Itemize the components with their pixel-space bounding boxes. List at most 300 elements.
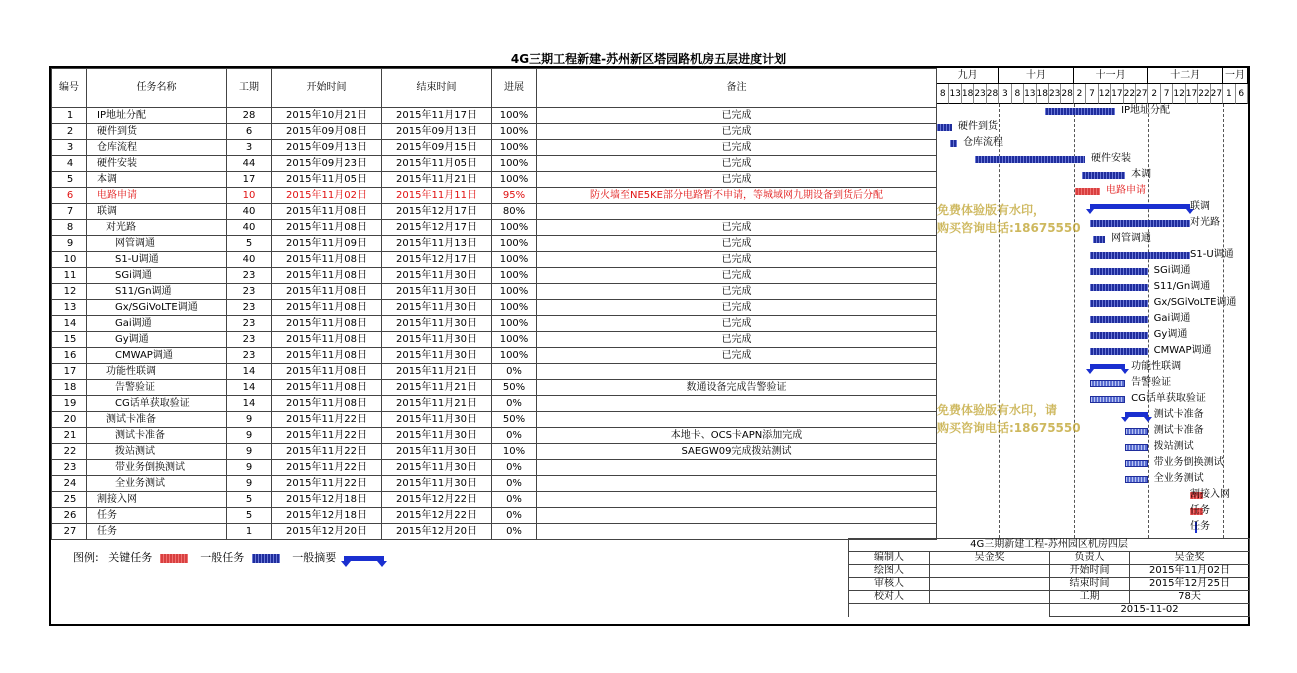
task-duration-cell[interactable]: 5 (227, 508, 272, 524)
table-row[interactable] (52, 316, 937, 332)
table-row[interactable] (52, 220, 937, 236)
task-id-cell[interactable]: 10 (52, 252, 87, 268)
gantt-day-header: 18 (962, 84, 974, 104)
task-end-cell[interactable]: 2015年11月30日 (382, 460, 492, 476)
task-name-cell[interactable]: 测试卡准备 (87, 428, 227, 444)
gantt-bar-label: 带业务倒换测试 (1153, 457, 1224, 468)
gantt-bar[interactable] (1090, 364, 1125, 369)
task-id-cell[interactable]: 27 (52, 524, 87, 540)
task-duration-cell[interactable]: 5 (227, 236, 272, 252)
task-id-cell[interactable]: 20 (52, 412, 87, 428)
task-progress-cell[interactable]: 100% (492, 332, 537, 348)
task-start-cell[interactable]: 2015年11月05日 (272, 172, 382, 188)
table-row[interactable] (52, 396, 937, 412)
task-start-cell[interactable]: 2015年11月08日 (272, 252, 382, 268)
task-start-cell[interactable]: 2015年11月08日 (272, 316, 382, 332)
signoff-value[interactable]: 78天 (1130, 591, 1250, 604)
gantt-day-header: 7 (1086, 84, 1098, 104)
gantt-bar[interactable] (975, 156, 1085, 163)
task-progress-cell[interactable]: 100% (492, 252, 537, 268)
task-name-cell[interactable]: Gx/SGiVoLTE调通 (87, 300, 227, 316)
gantt-bar[interactable] (1090, 380, 1125, 387)
task-progress-cell[interactable]: 0% (492, 492, 537, 508)
signoff-label: 工期 (1050, 591, 1130, 604)
table-row[interactable] (52, 428, 937, 444)
signoff-label: 绘图人 (849, 565, 930, 578)
gantt-day-header: 2 (1074, 84, 1086, 104)
table-row[interactable] (52, 460, 937, 476)
task-start-cell[interactable]: 2015年11月08日 (272, 396, 382, 412)
signoff-value[interactable] (930, 565, 1050, 578)
legend-summary-swatch (344, 556, 384, 561)
task-id-cell[interactable]: 12 (52, 284, 87, 300)
task-progress-cell[interactable]: 100% (492, 172, 537, 188)
table-row[interactable] (52, 140, 937, 156)
gantt-bar-label: IP地址分配 (1121, 105, 1171, 116)
gantt-day-header: 23 (974, 84, 986, 104)
col-header-end[interactable]: 结束时间 (382, 69, 492, 108)
task-id-cell[interactable]: 11 (52, 268, 87, 284)
task-end-cell[interactable]: 2015年12月17日 (382, 220, 492, 236)
task-start-cell[interactable]: 2015年11月08日 (272, 300, 382, 316)
task-id-cell[interactable]: 25 (52, 492, 87, 508)
table-row[interactable] (52, 524, 937, 540)
gantt-bar[interactable] (1125, 428, 1148, 435)
task-start-cell[interactable]: 2015年11月22日 (272, 444, 382, 460)
task-id-cell[interactable]: 13 (52, 300, 87, 316)
task-start-cell[interactable]: 2015年11月02日 (272, 188, 382, 204)
table-row[interactable] (52, 284, 937, 300)
task-duration-cell[interactable]: 23 (227, 268, 272, 284)
task-note-cell[interactable]: 已完成 (537, 284, 937, 300)
task-progress-cell[interactable]: 100% (492, 348, 537, 364)
task-start-cell[interactable]: 2015年11月09日 (272, 236, 382, 252)
task-name-cell[interactable]: 仓库流程 (87, 140, 227, 156)
table-row[interactable] (52, 380, 937, 396)
task-name-cell[interactable]: 对光路 (87, 220, 227, 236)
task-duration-cell[interactable]: 28 (227, 108, 272, 124)
task-name-cell[interactable]: 电路申请 (87, 188, 227, 204)
gantt-day-header: 17 (1186, 84, 1198, 104)
gantt-day-header: 22 (1124, 84, 1136, 104)
task-duration-cell[interactable]: 14 (227, 364, 272, 380)
task-note-cell[interactable]: 本地卡、OCS卡APN添加完成 (537, 428, 937, 444)
gantt-bar[interactable] (1090, 268, 1148, 275)
task-note-cell[interactable]: 防火墙至NE5KE部分电路暂不申请，等城域网九期设备到货后分配 (537, 188, 937, 204)
gantt-bar-label: 全业务测试 (1153, 473, 1204, 484)
task-end-cell[interactable]: 2015年11月21日 (382, 396, 492, 412)
task-duration-cell[interactable]: 9 (227, 444, 272, 460)
gantt-day-header: 3 (999, 84, 1011, 104)
task-name-cell[interactable]: 全业务测试 (87, 476, 227, 492)
gantt-bar[interactable] (1090, 252, 1190, 259)
task-start-cell[interactable]: 2015年11月08日 (272, 220, 382, 236)
task-start-cell[interactable]: 2015年11月22日 (272, 412, 382, 428)
task-progress-cell[interactable]: 100% (492, 316, 537, 332)
gantt-bar[interactable] (1090, 300, 1148, 307)
table-row[interactable] (52, 332, 937, 348)
signoff-value[interactable]: 吴金奖 (1130, 552, 1250, 565)
task-note-cell[interactable]: 已完成 (537, 236, 937, 252)
task-name-cell[interactable]: 拨站测试 (87, 444, 227, 460)
col-header-start[interactable]: 开始时间 (272, 69, 382, 108)
gantt-day-header: 2 (1148, 84, 1160, 104)
task-id-cell[interactable]: 8 (52, 220, 87, 236)
task-note-cell[interactable] (537, 460, 937, 476)
gantt-bar[interactable] (1125, 476, 1148, 483)
task-name-cell[interactable]: CG话单获取验证 (87, 396, 227, 412)
task-start-cell[interactable]: 2015年11月08日 (272, 364, 382, 380)
signoff-project: 4G三期新建工程-苏州园区机房四层 (849, 539, 1250, 552)
watermark-line4: 购买咨询电话:18675550 (937, 421, 1081, 435)
task-duration-cell[interactable]: 23 (227, 316, 272, 332)
task-start-cell[interactable]: 2015年09月08日 (272, 124, 382, 140)
col-header-id[interactable]: 编号 (52, 69, 87, 108)
gantt-bar[interactable] (1090, 348, 1148, 355)
task-start-cell[interactable]: 2015年11月08日 (272, 284, 382, 300)
task-id-cell[interactable]: 18 (52, 380, 87, 396)
task-note-cell[interactable]: 已完成 (537, 348, 937, 364)
task-progress-cell[interactable]: 100% (492, 108, 537, 124)
table-row[interactable] (52, 124, 937, 140)
table-row[interactable] (52, 172, 937, 188)
legend-critical-label: 关键任务 (108, 551, 153, 564)
task-note-cell[interactable] (537, 476, 937, 492)
page-title: 4G三期工程新建-苏州新区塔园路机房五层进度计划 (510, 52, 787, 66)
task-name-cell[interactable]: 联调 (87, 204, 227, 220)
task-name-cell[interactable]: S11/Gn调通 (87, 284, 227, 300)
task-progress-cell[interactable]: 0% (492, 364, 537, 380)
task-start-cell[interactable]: 2015年09月23日 (272, 156, 382, 172)
signoff-value[interactable]: 吴金奖 (930, 552, 1050, 565)
task-end-cell[interactable]: 2015年12月22日 (382, 492, 492, 508)
task-start-cell[interactable]: 2015年12月18日 (272, 492, 382, 508)
task-duration-cell[interactable]: 9 (227, 428, 272, 444)
task-end-cell[interactable]: 2015年11月30日 (382, 412, 492, 428)
task-start-cell[interactable]: 2015年09月13日 (272, 140, 382, 156)
col-header-name[interactable]: 任务名称 (87, 69, 227, 108)
gantt-bar[interactable] (1075, 188, 1100, 195)
task-progress-cell[interactable]: 0% (492, 460, 537, 476)
task-end-cell[interactable]: 2015年11月30日 (382, 268, 492, 284)
task-id-cell[interactable]: 26 (52, 508, 87, 524)
signoff-label: 校对人 (849, 591, 930, 604)
task-end-cell[interactable]: 2015年11月05日 (382, 156, 492, 172)
gantt-bar[interactable] (1090, 332, 1148, 339)
task-id-cell[interactable]: 14 (52, 316, 87, 332)
task-end-cell[interactable]: 2015年11月30日 (382, 444, 492, 460)
signoff-value[interactable] (930, 591, 1050, 604)
gantt-bar[interactable] (950, 140, 958, 147)
legend (73, 549, 396, 565)
task-start-cell[interactable]: 2015年11月22日 (272, 428, 382, 444)
task-name-cell[interactable]: 功能性联调 (87, 364, 227, 380)
task-progress-cell[interactable]: 100% (492, 268, 537, 284)
task-progress-cell[interactable]: 0% (492, 476, 537, 492)
gantt-bar-label: CG话单获取验证 (1131, 393, 1206, 404)
task-note-cell[interactable] (537, 364, 937, 380)
task-note-cell[interactable]: 已完成 (537, 156, 937, 172)
task-note-cell[interactable]: 已完成 (537, 108, 937, 124)
col-header-notes[interactable]: 备注 (537, 69, 937, 108)
task-duration-cell[interactable]: 14 (227, 396, 272, 412)
task-end-cell[interactable]: 2015年11月30日 (382, 476, 492, 492)
gantt-bar[interactable] (1090, 316, 1148, 323)
gantt-month-divider (999, 104, 1000, 538)
task-duration-cell[interactable]: 40 (227, 220, 272, 236)
task-name-cell[interactable]: 割接入网 (87, 492, 227, 508)
task-name-cell[interactable]: S1-U调通 (87, 252, 227, 268)
task-progress-cell[interactable]: 100% (492, 220, 537, 236)
gantt-bar-label: 联调 (1190, 201, 1210, 212)
task-duration-cell[interactable]: 14 (227, 380, 272, 396)
watermark-line3: 免费体验版有水印，请 (937, 403, 1058, 417)
task-progress-cell[interactable]: 100% (492, 140, 537, 156)
task-duration-cell[interactable]: 40 (227, 204, 272, 220)
task-duration-cell[interactable]: 5 (227, 492, 272, 508)
task-note-cell[interactable]: 已完成 (537, 300, 937, 316)
table-row[interactable] (52, 412, 937, 428)
gantt-day-header: 22 (1198, 84, 1210, 104)
task-name-cell[interactable]: Gai调通 (87, 316, 227, 332)
task-name-cell[interactable]: 硬件到货 (87, 124, 227, 140)
gantt-bar-label: S1-U调通 (1190, 249, 1234, 260)
table-row[interactable] (52, 300, 937, 316)
task-duration-cell[interactable]: 23 (227, 284, 272, 300)
task-note-cell[interactable]: 已完成 (537, 172, 937, 188)
task-id-cell[interactable]: 17 (52, 364, 87, 380)
task-name-cell[interactable]: 测试卡准备 (87, 412, 227, 428)
task-duration-cell[interactable]: 3 (227, 140, 272, 156)
task-id-cell[interactable]: 5 (52, 172, 87, 188)
task-start-cell[interactable]: 2015年11月08日 (272, 204, 382, 220)
gantt-bar-label: CMWAP调通 (1153, 345, 1212, 356)
task-id-cell[interactable]: 21 (52, 428, 87, 444)
task-note-cell[interactable] (537, 412, 937, 428)
task-progress-cell[interactable]: 100% (492, 300, 537, 316)
table-row[interactable] (52, 492, 937, 508)
task-progress-cell[interactable]: 0% (492, 396, 537, 412)
task-end-cell[interactable]: 2015年11月30日 (382, 332, 492, 348)
task-start-cell[interactable]: 2015年11月22日 (272, 476, 382, 492)
task-id-cell[interactable]: 7 (52, 204, 87, 220)
task-note-cell[interactable] (537, 204, 937, 220)
table-row[interactable] (52, 268, 937, 284)
gantt-bar-label: 功能性联调 (1131, 361, 1182, 372)
signoff-value[interactable]: 2015年11月02日 (1130, 565, 1250, 578)
gantt-day-header: 27 (1136, 84, 1148, 104)
task-id-cell[interactable]: 9 (52, 236, 87, 252)
table-row[interactable] (52, 108, 937, 124)
task-note-cell[interactable]: 已完成 (537, 252, 937, 268)
task-id-cell[interactable]: 22 (52, 444, 87, 460)
task-duration-cell[interactable]: 40 (227, 252, 272, 268)
task-note-cell[interactable]: 已完成 (537, 220, 937, 236)
gantt-bar-label: SGi调通 (1153, 265, 1191, 276)
task-end-cell[interactable]: 2015年11月30日 (382, 284, 492, 300)
task-id-cell[interactable]: 1 (52, 108, 87, 124)
task-end-cell[interactable]: 2015年12月17日 (382, 252, 492, 268)
task-note-cell[interactable] (537, 508, 937, 524)
task-name-cell[interactable]: 告警验证 (87, 380, 227, 396)
task-name-cell[interactable]: 硬件安装 (87, 156, 227, 172)
signoff-value[interactable] (930, 578, 1050, 591)
task-end-cell[interactable]: 2015年09月15日 (382, 140, 492, 156)
task-start-cell[interactable]: 2015年11月22日 (272, 460, 382, 476)
task-id-cell[interactable]: 24 (52, 476, 87, 492)
task-duration-cell[interactable]: 23 (227, 348, 272, 364)
task-start-cell[interactable]: 2015年11月08日 (272, 332, 382, 348)
task-end-cell[interactable]: 2015年12月20日 (382, 524, 492, 540)
task-duration-cell[interactable]: 9 (227, 412, 272, 428)
gantt-bar[interactable] (937, 124, 952, 131)
task-start-cell[interactable]: 2015年11月08日 (272, 380, 382, 396)
task-duration-cell[interactable]: 17 (227, 172, 272, 188)
table-row[interactable] (52, 188, 937, 204)
task-name-cell[interactable]: 任务 (87, 524, 227, 540)
table-row[interactable] (52, 236, 937, 252)
task-end-cell[interactable]: 2015年11月11日 (382, 188, 492, 204)
gantt-bar-label: 网管调通 (1111, 233, 1152, 244)
task-duration-cell[interactable]: 44 (227, 156, 272, 172)
task-name-cell[interactable]: CMWAP调通 (87, 348, 227, 364)
task-duration-cell[interactable]: 9 (227, 476, 272, 492)
task-duration-cell[interactable]: 23 (227, 300, 272, 316)
table-row[interactable] (52, 364, 937, 380)
task-id-cell[interactable]: 4 (52, 156, 87, 172)
gantt-bar-label: S11/Gn调通 (1153, 281, 1211, 292)
task-progress-cell[interactable]: 100% (492, 124, 537, 140)
gantt-bar[interactable] (1125, 460, 1148, 467)
gantt-bar[interactable] (1125, 412, 1148, 417)
task-id-cell[interactable]: 23 (52, 460, 87, 476)
task-note-cell[interactable]: 已完成 (537, 316, 937, 332)
table-row[interactable] (52, 252, 937, 268)
task-id-cell[interactable]: 16 (52, 348, 87, 364)
task-id-cell[interactable]: 2 (52, 124, 87, 140)
table-row[interactable] (52, 204, 937, 220)
task-progress-cell[interactable]: 0% (492, 508, 537, 524)
task-end-cell[interactable]: 2015年11月21日 (382, 172, 492, 188)
task-end-cell[interactable]: 2015年11月13日 (382, 236, 492, 252)
table-row[interactable] (52, 348, 937, 364)
task-note-cell[interactable] (537, 396, 937, 412)
task-progress-cell[interactable]: 50% (492, 412, 537, 428)
task-progress-cell[interactable]: 100% (492, 156, 537, 172)
task-note-cell[interactable]: 已完成 (537, 332, 937, 348)
task-end-cell[interactable]: 2015年11月30日 (382, 316, 492, 332)
task-id-cell[interactable]: 6 (52, 188, 87, 204)
task-id-cell[interactable]: 19 (52, 396, 87, 412)
task-duration-cell[interactable]: 9 (227, 460, 272, 476)
signoff-label: 编制人 (849, 552, 930, 565)
task-note-cell[interactable]: 已完成 (537, 124, 937, 140)
gantt-bar[interactable] (1045, 108, 1115, 115)
signoff-label: 审核人 (849, 578, 930, 591)
task-progress-cell[interactable]: 100% (492, 284, 537, 300)
task-progress-cell[interactable]: 10% (492, 444, 537, 460)
gantt-bar[interactable] (1090, 284, 1148, 291)
task-duration-cell[interactable]: 1 (227, 524, 272, 540)
task-name-cell[interactable]: 带业务倒换测试 (87, 460, 227, 476)
task-duration-cell[interactable]: 10 (227, 188, 272, 204)
table-row[interactable] (52, 444, 937, 460)
gantt-bar-label: 拨站测试 (1153, 441, 1194, 452)
task-end-cell[interactable]: 2015年11月30日 (382, 428, 492, 444)
gantt-bar-label: 任务 (1190, 505, 1210, 516)
legend-normal-swatch (252, 554, 280, 563)
task-start-cell[interactable]: 2015年12月18日 (272, 508, 382, 524)
task-start-cell[interactable]: 2015年11月08日 (272, 268, 382, 284)
gantt-bar[interactable] (1125, 444, 1148, 451)
task-start-cell[interactable]: 2015年11月08日 (272, 348, 382, 364)
task-progress-cell[interactable]: 95% (492, 188, 537, 204)
task-progress-cell[interactable]: 100% (492, 236, 537, 252)
task-note-cell[interactable]: 已完成 (537, 268, 937, 284)
task-progress-cell[interactable]: 0% (492, 428, 537, 444)
task-end-cell[interactable]: 2015年11月30日 (382, 300, 492, 316)
task-duration-cell[interactable]: 6 (227, 124, 272, 140)
gantt-bar[interactable] (1090, 220, 1190, 227)
task-duration-cell[interactable]: 23 (227, 332, 272, 348)
task-name-cell[interactable]: 本调 (87, 172, 227, 188)
col-header-progress[interactable]: 进展 (492, 69, 537, 108)
table-row[interactable] (52, 508, 937, 524)
task-name-cell[interactable]: 任务 (87, 508, 227, 524)
gantt-month-header: 十月 (999, 68, 1074, 84)
signoff-value[interactable]: 2015年12月25日 (1130, 578, 1250, 591)
table-row[interactable] (52, 156, 937, 172)
table-row[interactable] (52, 476, 937, 492)
gantt-day-header: 8 (1012, 84, 1024, 104)
task-end-cell[interactable]: 2015年11月21日 (382, 364, 492, 380)
task-name-cell[interactable]: SGi调通 (87, 268, 227, 284)
gantt-bar[interactable] (1090, 204, 1190, 209)
gantt-bar-label: 仓库流程 (963, 137, 1004, 148)
task-start-cell[interactable]: 2015年12月20日 (272, 524, 382, 540)
task-end-cell[interactable]: 2015年11月30日 (382, 348, 492, 364)
gantt-bar-label: 本调 (1131, 169, 1152, 180)
gantt-bar-label: 硬件到货 (958, 121, 999, 132)
gantt-day-header: 12 (1173, 84, 1185, 104)
task-name-cell[interactable]: 网管调通 (87, 236, 227, 252)
gantt-bar[interactable] (1093, 236, 1106, 243)
task-progress-cell[interactable]: 0% (492, 524, 537, 540)
task-progress-cell[interactable]: 50% (492, 380, 537, 396)
task-note-cell[interactable] (537, 492, 937, 508)
task-start-cell[interactable]: 2015年10月21日 (272, 108, 382, 124)
gantt-bar[interactable] (1082, 172, 1125, 179)
task-note-cell[interactable]: 数通设备完成告警验证 (537, 380, 937, 396)
task-id-cell[interactable]: 15 (52, 332, 87, 348)
task-id-cell[interactable]: 3 (52, 140, 87, 156)
task-end-cell[interactable]: 2015年11月21日 (382, 380, 492, 396)
gantt-bar[interactable] (1090, 396, 1125, 403)
task-name-cell[interactable]: Gy调通 (87, 332, 227, 348)
gantt-bar-label: 测试卡准备 (1153, 409, 1204, 420)
gantt-day-header: 8 (937, 84, 949, 104)
task-name-cell[interactable]: IP地址分配 (87, 108, 227, 124)
task-end-cell[interactable]: 2015年09月13日 (382, 124, 492, 140)
task-note-cell[interactable]: 已完成 (537, 140, 937, 156)
task-end-cell[interactable]: 2015年12月22日 (382, 508, 492, 524)
col-header-duration[interactable]: 工期 (227, 69, 272, 108)
task-progress-cell[interactable]: 80% (492, 204, 537, 220)
task-end-cell[interactable]: 2015年12月17日 (382, 204, 492, 220)
signoff-label: 开始时间 (1050, 565, 1130, 578)
task-note-cell[interactable]: SAEGW09完成拨站测试 (537, 444, 937, 460)
task-end-cell[interactable]: 2015年11月17日 (382, 108, 492, 124)
